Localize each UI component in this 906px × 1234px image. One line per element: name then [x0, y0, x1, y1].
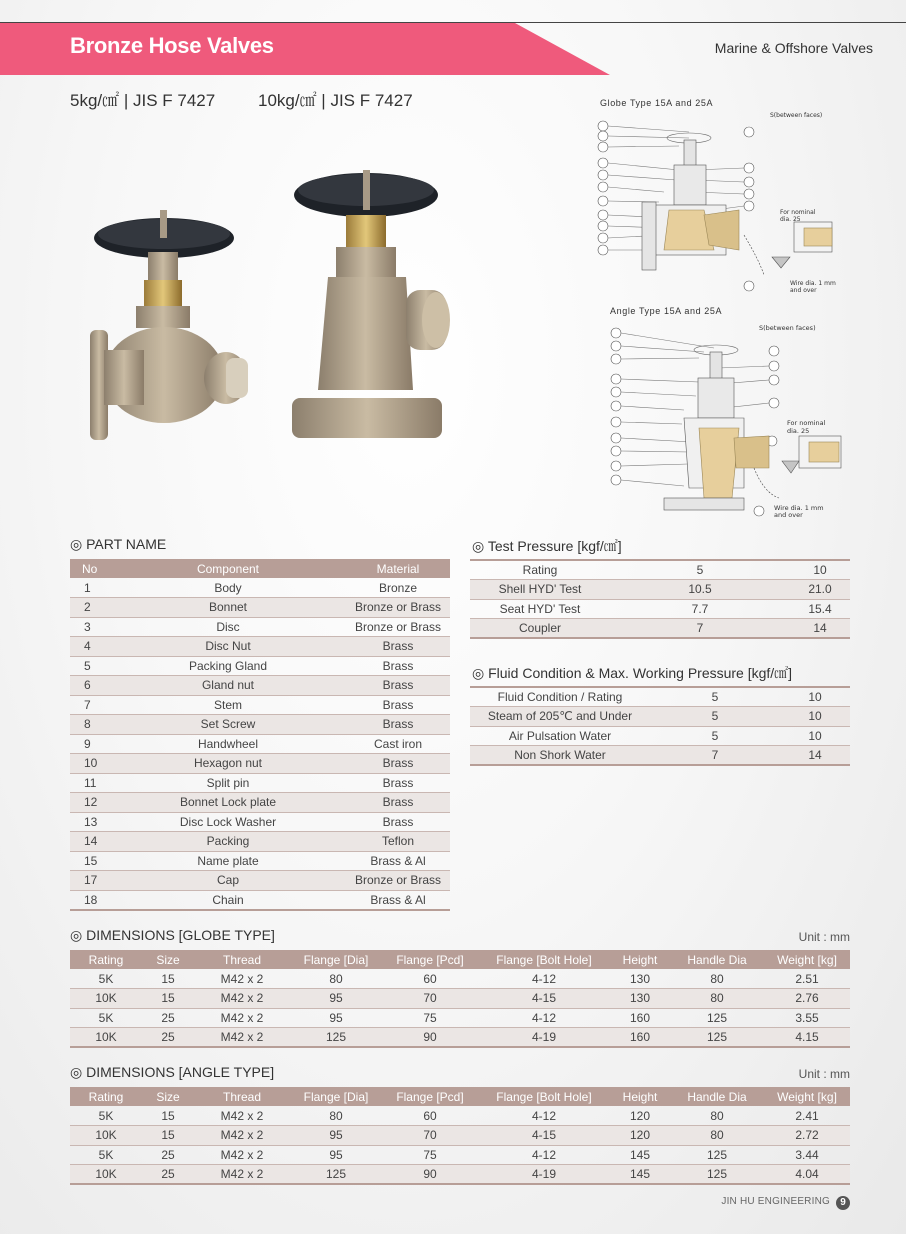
value-5: 5 — [610, 560, 790, 580]
part-component: Bonnet Lock plate — [110, 793, 346, 813]
table-cell: 10K — [70, 1165, 142, 1185]
table-cell: 4-15 — [478, 989, 610, 1009]
table-cell: 25 — [142, 1008, 194, 1028]
part-component: Body — [110, 578, 346, 598]
col-header: Weight [kg] — [764, 1087, 850, 1106]
part-no: 13 — [70, 812, 110, 832]
dia25-label: dia. 25 — [787, 427, 810, 435]
col-header: Size — [142, 950, 194, 969]
part-material: Cast iron — [346, 734, 450, 754]
part-name-heading: ◎ PART NAME — [70, 536, 167, 552]
table-row — [470, 726, 850, 746]
part-no: 9 — [70, 734, 110, 754]
table-cell: 125 — [670, 1008, 764, 1028]
part-no: 4 — [70, 637, 110, 657]
col-header: Height — [610, 950, 670, 969]
part-component: Name plate — [110, 851, 346, 871]
table-cell: 4.15 — [764, 1028, 850, 1048]
dims-angle-table — [70, 1087, 850, 1185]
globe-valve-image — [86, 200, 256, 450]
part-component: Cap — [110, 871, 346, 891]
dims-angle-heading: ◎ DIMENSIONS [ANGLE TYPE] — [70, 1064, 275, 1080]
globe-diagram — [594, 110, 854, 295]
col-header: Flange [Dia] — [290, 950, 382, 969]
table-cell: 120 — [610, 1126, 670, 1146]
part-component: Chain — [110, 890, 346, 910]
table-cell: 10K — [70, 1126, 142, 1146]
table-cell: M42 x 2 — [194, 989, 290, 1009]
part-component: Hexagon nut — [110, 754, 346, 774]
value-10: 14 — [780, 746, 850, 766]
table-cell: M42 x 2 — [194, 1145, 290, 1165]
top-rule — [0, 22, 906, 23]
part-no: 15 — [70, 851, 110, 871]
value-10: 10 — [780, 707, 850, 727]
table-cell: 25 — [142, 1165, 194, 1185]
value-10: 21.0 — [790, 580, 850, 600]
table-cell: 5K — [70, 1145, 142, 1165]
table-cell: 15 — [142, 1126, 194, 1146]
value-5: 7 — [650, 746, 780, 766]
table-row — [70, 969, 850, 989]
row-label: Air Pulsation Water — [470, 726, 650, 746]
table-cell: 2.51 — [764, 969, 850, 989]
col-header: Flange [Bolt Hole] — [478, 1087, 610, 1106]
category-label: Marine & Offshore Valves — [714, 40, 873, 56]
table-cell: M42 x 2 — [194, 1106, 290, 1126]
row-label: Fluid Condition / Rating — [470, 687, 650, 707]
part-material: Brass — [346, 637, 450, 657]
col-no: No — [70, 559, 110, 578]
table-row — [70, 851, 450, 871]
value-10: 10 — [790, 560, 850, 580]
col-header: Handle Dia — [670, 950, 764, 969]
part-material: Teflon — [346, 832, 450, 852]
value-5: 7 — [610, 619, 790, 639]
col-material: Material — [346, 559, 450, 578]
table-row — [470, 707, 850, 727]
table-cell: 4-19 — [478, 1028, 610, 1048]
part-material: Brass — [346, 656, 450, 676]
part-material: Brass — [346, 812, 450, 832]
s-between-label: S(between faces) — [759, 324, 816, 332]
part-component: Packing Gland — [110, 656, 346, 676]
table-cell: 80 — [670, 1106, 764, 1126]
for-nominal-label: For nominal — [780, 209, 816, 216]
table-cell: 125 — [670, 1165, 764, 1185]
table-row — [70, 1008, 850, 1028]
table-row — [70, 734, 450, 754]
part-material: Brass — [346, 793, 450, 813]
part-material: Brass — [346, 676, 450, 696]
part-material: Brass & Al — [346, 890, 450, 910]
part-no: 7 — [70, 695, 110, 715]
table-row — [70, 637, 450, 657]
table-cell: 125 — [290, 1028, 382, 1048]
part-no: 14 — [70, 832, 110, 852]
table-cell: 70 — [382, 989, 478, 1009]
col-header: Weight [kg] — [764, 950, 850, 969]
table-row — [470, 599, 850, 619]
value-5: 7.7 — [610, 599, 790, 619]
part-material: Brass & Al — [346, 851, 450, 871]
part-material: Brass — [346, 715, 450, 735]
part-component: Set Screw — [110, 715, 346, 735]
table-cell: 80 — [670, 969, 764, 989]
row-label: Shell HYD' Test — [470, 580, 610, 600]
part-component: Disc Lock Washer — [110, 812, 346, 832]
table-cell: 2.41 — [764, 1106, 850, 1126]
table-row — [70, 676, 450, 696]
wire-label: Wire dia. 1 mm — [774, 504, 824, 512]
table-row — [70, 1126, 850, 1146]
value-10: 15.4 — [790, 599, 850, 619]
part-material: Bronze or Brass — [346, 617, 450, 637]
table-cell: 4-12 — [478, 1008, 610, 1028]
table-cell: 75 — [382, 1145, 478, 1165]
part-no: 12 — [70, 793, 110, 813]
part-no: 18 — [70, 890, 110, 910]
table-row — [470, 746, 850, 766]
table-cell: 145 — [610, 1165, 670, 1185]
value-5: 5 — [650, 726, 780, 746]
col-header: Flange [Dia] — [290, 1087, 382, 1106]
table-row — [70, 578, 450, 598]
table-cell: 3.44 — [764, 1145, 850, 1165]
row-label: Rating — [470, 560, 610, 580]
row-label: Seat HYD' Test — [470, 599, 610, 619]
table-cell: 2.72 — [764, 1126, 850, 1146]
angle-diagram — [604, 318, 854, 518]
and-over-label: and over — [774, 511, 803, 518]
fluid-heading: ◎ Fluid Condition & Max. Working Pressure [kgf/㎠] — [472, 665, 793, 681]
table-row — [70, 871, 450, 891]
page-number: 9 — [836, 1196, 850, 1210]
spec-5kg: 5kg/㎠ | JIS F 7427 — [70, 91, 216, 110]
col-header: Handle Dia — [670, 1087, 764, 1106]
part-name-table — [70, 559, 450, 911]
table-cell: M42 x 2 — [194, 1008, 290, 1028]
table-cell: 130 — [610, 969, 670, 989]
part-component: Bonnet — [110, 598, 346, 618]
table-cell: M42 x 2 — [194, 969, 290, 989]
table-row — [70, 715, 450, 735]
dims-globe-unit: Unit : mm — [798, 930, 850, 944]
part-material: Bronze — [346, 578, 450, 598]
part-no: 3 — [70, 617, 110, 637]
value-5: 5 — [650, 707, 780, 727]
col-header: Flange [Pcd] — [382, 1087, 478, 1106]
part-component: Gland nut — [110, 676, 346, 696]
and-over-label: and over — [790, 287, 817, 294]
part-no: 1 — [70, 578, 110, 598]
table-row — [70, 890, 450, 910]
table-cell: 160 — [610, 1028, 670, 1048]
table-cell: 125 — [670, 1145, 764, 1165]
table-row — [470, 580, 850, 600]
test-pressure-table — [470, 559, 850, 639]
table-row — [70, 1028, 850, 1048]
table-cell: 5K — [70, 969, 142, 989]
part-component: Disc — [110, 617, 346, 637]
table-row — [70, 656, 450, 676]
dims-globe-table — [70, 950, 850, 1048]
value-5: 10.5 — [610, 580, 790, 600]
table-row — [70, 832, 450, 852]
table-cell: 25 — [142, 1028, 194, 1048]
table-row — [70, 754, 450, 774]
s-between-label: S(between faces) — [770, 112, 823, 119]
table-cell: 60 — [382, 969, 478, 989]
fluid-condition-table — [470, 686, 850, 766]
table-cell: 15 — [142, 969, 194, 989]
table-cell: 145 — [610, 1145, 670, 1165]
table-row — [70, 812, 450, 832]
part-component: Split pin — [110, 773, 346, 793]
table-cell: 3.55 — [764, 1008, 850, 1028]
table-cell: 95 — [290, 1008, 382, 1028]
col-header: Size — [142, 1087, 194, 1106]
part-no: 6 — [70, 676, 110, 696]
part-material: Bronze or Brass — [346, 871, 450, 891]
col-header: Rating — [70, 1087, 142, 1106]
table-cell: 10K — [70, 1028, 142, 1048]
part-no: 8 — [70, 715, 110, 735]
table-cell: 4-12 — [478, 1106, 610, 1126]
table-cell: 5K — [70, 1008, 142, 1028]
test-pressure-heading: ◎ Test Pressure [kgf/㎠] — [472, 538, 622, 554]
table-cell: 4-19 — [478, 1165, 610, 1185]
col-header: Thread — [194, 1087, 290, 1106]
part-material: Bronze or Brass — [346, 598, 450, 618]
table-cell: 130 — [610, 989, 670, 1009]
table-cell: 80 — [670, 1126, 764, 1146]
table-cell: M42 x 2 — [194, 1165, 290, 1185]
table-row — [470, 560, 850, 580]
table-row — [70, 1145, 850, 1165]
table-row — [70, 598, 450, 618]
value-10: 14 — [790, 619, 850, 639]
angle-diagram-title: Angle Type 15A and 25A — [610, 306, 723, 316]
table-cell: 4-15 — [478, 1126, 610, 1146]
table-cell: 2.76 — [764, 989, 850, 1009]
row-label: Non Shork Water — [470, 746, 650, 766]
table-row — [470, 687, 850, 707]
table-row — [70, 617, 450, 637]
value-10: 10 — [780, 687, 850, 707]
part-material: Brass — [346, 773, 450, 793]
table-row — [70, 773, 450, 793]
footer-company: JIN HU ENGINEERING — [721, 1196, 830, 1207]
row-label: Steam of 205℃ and Under — [470, 707, 650, 727]
part-component: Disc Nut — [110, 637, 346, 657]
for-nominal-label: For nominal — [787, 419, 826, 427]
table-cell: 4-12 — [478, 969, 610, 989]
part-no: 2 — [70, 598, 110, 618]
table-cell: 90 — [382, 1165, 478, 1185]
table-row — [70, 989, 850, 1009]
table-cell: 80 — [670, 989, 764, 1009]
dims-globe-heading: ◎ DIMENSIONS [GLOBE TYPE] — [70, 927, 275, 943]
table-cell: 10K — [70, 989, 142, 1009]
col-header: Rating — [70, 950, 142, 969]
table-cell: M42 x 2 — [194, 1028, 290, 1048]
part-component: Stem — [110, 695, 346, 715]
table-cell: 120 — [610, 1106, 670, 1126]
part-material: Brass — [346, 695, 450, 715]
dia25-label: dia. 25 — [780, 216, 801, 223]
table-cell: 95 — [290, 1126, 382, 1146]
part-no: 11 — [70, 773, 110, 793]
table-cell: 4-12 — [478, 1145, 610, 1165]
table-cell: 15 — [142, 989, 194, 1009]
table-cell: 80 — [290, 1106, 382, 1126]
table-cell: 70 — [382, 1126, 478, 1146]
col-component: Component — [110, 559, 346, 578]
table-cell: M42 x 2 — [194, 1126, 290, 1146]
col-header: Flange [Pcd] — [382, 950, 478, 969]
table-row — [70, 695, 450, 715]
table-cell: 90 — [382, 1028, 478, 1048]
table-cell: 95 — [290, 989, 382, 1009]
table-row — [70, 793, 450, 813]
row-label: Coupler — [470, 619, 610, 639]
table-cell: 80 — [290, 969, 382, 989]
part-no: 17 — [70, 871, 110, 891]
part-material: Brass — [346, 754, 450, 774]
globe-diagram-title: Globe Type 15A and 25A — [600, 98, 714, 108]
spec-10kg: 10kg/㎠ | JIS F 7427 — [258, 91, 413, 110]
value-10: 10 — [780, 726, 850, 746]
col-header: Thread — [194, 950, 290, 969]
table-cell: 75 — [382, 1008, 478, 1028]
table-cell: 15 — [142, 1106, 194, 1126]
table-cell: 160 — [610, 1008, 670, 1028]
table-row — [470, 619, 850, 639]
col-header: Height — [610, 1087, 670, 1106]
table-row — [70, 1106, 850, 1126]
part-no: 10 — [70, 754, 110, 774]
col-header: Flange [Bolt Hole] — [478, 950, 610, 969]
angle-valve-image — [288, 170, 458, 445]
table-cell: 60 — [382, 1106, 478, 1126]
part-component: Handwheel — [110, 734, 346, 754]
table-row — [70, 1165, 850, 1185]
page-title: Bronze Hose Valves — [70, 33, 274, 58]
part-no: 5 — [70, 656, 110, 676]
table-cell: 95 — [290, 1145, 382, 1165]
value-5: 5 — [650, 687, 780, 707]
table-cell: 5K — [70, 1106, 142, 1126]
table-cell: 25 — [142, 1145, 194, 1165]
dims-angle-unit: Unit : mm — [798, 1067, 850, 1081]
table-cell: 125 — [670, 1028, 764, 1048]
wire-label: Wire dia. 1 mm — [790, 280, 836, 287]
table-cell: 4.04 — [764, 1165, 850, 1185]
table-cell: 125 — [290, 1165, 382, 1185]
part-component: Packing — [110, 832, 346, 852]
